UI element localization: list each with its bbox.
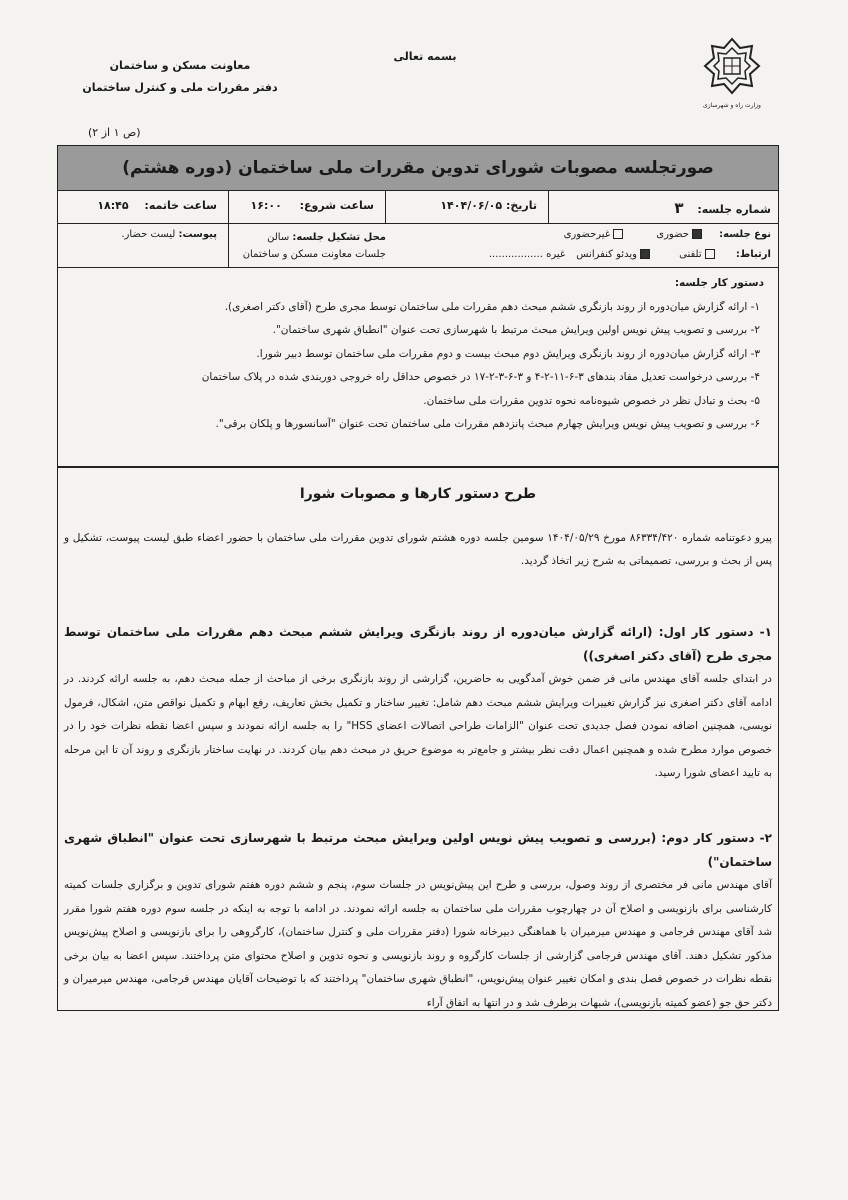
agenda-decision-1 bbox=[64, 620, 772, 786]
divider-line bbox=[548, 191, 550, 224]
connection-video: ویدئو کنفرانس bbox=[576, 249, 650, 260]
location-value: سالن جلسات معاونت مسکن و ساختمان bbox=[242, 232, 386, 260]
agenda-decision-2 bbox=[64, 826, 772, 1015]
agenda-item: ۴- بررسی درخواست تعدیل مفاد بندهای ۳-۶-۱۱-۲-۴ و ۳-۶-۳-۲-۱۷ در خصوص حداقل راه خروجی دوربندی شده در پلاک ساختمان bbox=[201, 371, 760, 383]
intro-paragraph: پیرو دعوتنامه شماره ۸۶۳۳۴/۴۲۰ مورخ ۱۴۰۴/۰۵/۲۹ سومین جلسه دوره هشتم شورای تدوین مقررات ملی ساختمان با حضور اعضاء طبق لیست پیوست، تشکیل و پس از بحث و بررسی، تصمیماتی به شرح زیر اتخاذ گردید. bbox=[64, 532, 772, 567]
checkbox-icon bbox=[613, 229, 623, 239]
type-inperson: حضوری bbox=[656, 229, 702, 240]
section-divider bbox=[57, 466, 779, 468]
type-remote: غیرحضوری bbox=[564, 229, 623, 240]
meta-row-session bbox=[57, 191, 779, 224]
start-time: ساعت شروع: ۱۶:۰۰ bbox=[250, 199, 374, 212]
decision-1-heading: ۱- دستور کار اول: (ارائه گزارش میان‌دوره از روند بازنگری ویرایش ششم مبحث دهم مقررات ملی ساختمان توسط مجری طرح (آقای دکتر اصغری)) bbox=[64, 625, 772, 663]
page-title: صورتجلسه مصوبات شورای تدوین مقررات ملی ساختمان (دوره هشتم) bbox=[122, 158, 714, 178]
checkbox-checked-icon bbox=[640, 249, 650, 259]
session-number-value: ۳ bbox=[674, 199, 684, 217]
page-number: (ص ۱ از ۲) bbox=[88, 126, 141, 139]
ministry-emblem-icon bbox=[702, 36, 762, 96]
section-title: طرح دستور کارها و مصوبات شورا bbox=[299, 486, 537, 502]
session-number: شماره جلسه: ۳ bbox=[674, 199, 771, 217]
attachment-value: لیست حضار. bbox=[121, 229, 176, 240]
agenda-item: ۵- بحث و تبادل نظر در خصوص شیوه‌نامه نحوه تدوین مقررات ملی ساختمان. bbox=[423, 394, 760, 407]
ministry-logo bbox=[672, 36, 792, 109]
agenda-item: ۶- بررسی و تصویب پیش نویس ویرایش چهارم مبحث پانزدهم مقررات ملی ساختمان تحت عنوان "آسانسورها و پلکان برقی". bbox=[215, 418, 760, 430]
agenda-item: ۲- بررسی و تصویب پیش نویس اولین ویرایش مبحث مرتبط با شهرسازی تحت عنوان "انطباق شهری ساختمان". bbox=[272, 324, 760, 336]
checkbox-checked-icon bbox=[692, 229, 702, 239]
agenda-title: دستور کار جلسه: bbox=[674, 277, 764, 289]
attachment: پیوست: لیست حضار. bbox=[121, 229, 217, 240]
connection-other: غیره ................. bbox=[488, 249, 566, 260]
start-time-value: ۱۶:۰۰ bbox=[250, 199, 282, 212]
org-deputy: معاونت مسکن و ساختمان bbox=[109, 59, 251, 72]
agenda-section bbox=[60, 272, 770, 437]
agenda-item: ۳- ارائه گزارش میان‌دوره از روند بازنگری ویرایش دوم مبحث بیست و دوم مقررات ملی ساختمان توسط دبیر شورا. bbox=[256, 347, 760, 360]
divider-line bbox=[385, 191, 387, 224]
decision-1-body: در ابتدای جلسه آقای مهندس مانی فر ضمن خوش آمدگویی به حاضرین، گزارشی از روند بازنگری برخی از مباحث از جمله مبحث دهم، به جلسه ارائه کردند. در ادامه آقای دکتر اصغری نیز گزارش تغییرات ویرایش ششم مبحث دهم شامل: تغییر ساختار و تکمیل بخش تعاریف، رفع ابهام و تکمیل نواقص متن، اشکال، فرمول نویسی، همچنین اضافه نمودن فصل جدیدی تحت عنوان "الزامات طراحی اتصالات اعضای HSS" را به جلسه ارائه نمودند و سپس اعضا نقطه نظرات خود را در خصوص موارد مطرح شده و همچنین اعمال دقت نظر بیشتر و جامع‌تر به موضوع حریق در مبحث دهم بیان کردند. در نهایت ساختار بازنگری و روند آن تا این مرحله به تایید اعضای شورا رسید. bbox=[64, 673, 772, 779]
logo-caption: وزارت راه و شهرسازی bbox=[703, 102, 761, 109]
meta-row-details bbox=[57, 224, 779, 268]
checkbox-icon bbox=[705, 249, 715, 259]
end-time-value: ۱۸:۴۵ bbox=[97, 199, 129, 212]
session-type: نوع جلسه: حضوری غیرحضوری bbox=[563, 229, 771, 240]
org-office: دفتر مقررات ملی و کنترل ساختمان bbox=[82, 81, 278, 94]
session-date: تاریخ: ۱۴۰۴/۰۶/۰۵ bbox=[440, 199, 537, 212]
connection-phone: تلفنی bbox=[679, 249, 715, 260]
title-bar bbox=[57, 145, 779, 191]
connection-type: ارتباط: تلفنی ویدئو کنفرانس غیره ................. bbox=[488, 249, 771, 260]
meeting-location: محل تشکیل جلسه: سالن جلسات معاونت مسکن و ساختمان bbox=[242, 232, 386, 260]
basmala: بسمه تعالی bbox=[393, 50, 457, 63]
end-time: ساعت خاتمه: ۱۸:۴۵ bbox=[97, 199, 217, 212]
decision-2-heading: ۲- دستور کار دوم: (بررسی و تصویب پیش نویس اولین ویرایش مبحث مرتبط با شهرسازی تحت عنوان "انطباق شهری ساختمان") bbox=[64, 831, 772, 869]
org-header bbox=[70, 55, 290, 99]
decision-2-body: آقای مهندس مانی فر مختصری از روند وصول، بررسی و طرح این پیش‌نویس در جلسات سوم، پنجم و ششم دوره هفتم شورای تدوین و برگزاری جلسات کمیته کارشناسی برای بازنویسی و اصلاح آن در چهارچوب مقررات ملی ساختمان به جلسه ارائه نمودند. در ادامه با توجه به اینکه در جلسه سوم دوره هفتم شورا مقرر شد آقای مهندس فرجامی و مهندس میرمیران با هماهنگی دبیرخانه شورا (دفتر مقررات ملی و کنترل ساختمان)، کارگروهی را برای بازنویسی و اصلاح پیش‌نویس مذکور تشکیل دهند. آقای مهندس فرجامی گزارشی از جلسات کارگروه و روند بازنویسی و نحوه تدوین و اصلاح محتوای متن پرداختند. سپس اعضا به بیان برخی نقطه نظرات در خصوص فصل بندی و امکان تغییر عنوان پیش‌نویس، "انطباق شهری ساختمان" پرداختند که با توضیحات آقایان مهندس فرجامی، مهندس میرمیران و دکتر حق جو (عضو کمیته بازنویسی)، شبهات برطرف شد و در انتها به اتفاق آراء bbox=[64, 879, 772, 1009]
agenda-list bbox=[60, 296, 770, 437]
session-date-value: ۱۴۰۴/۰۶/۰۵ bbox=[440, 199, 503, 212]
agenda-item: ۱- ارائه گزارش میان‌دوره از روند بازنگری ششم مبحث دهم مقررات ملی ساختمان توسط مجری طرح (آقای دکتر اصغری). bbox=[224, 300, 760, 313]
